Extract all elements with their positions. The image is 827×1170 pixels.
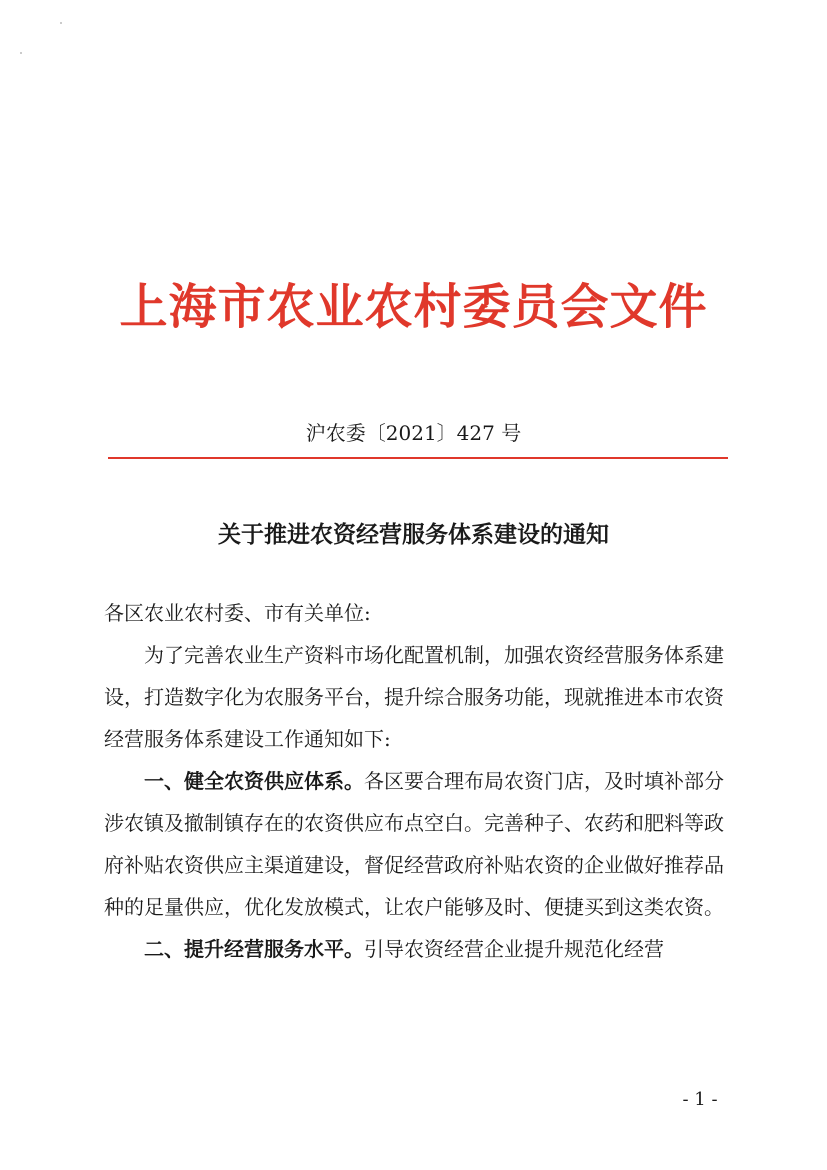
section-text-1: 各区要合理布局农资门店，及时填补部分涉农镇及撤制镇存在的农资供应布点空白。完善种子、农药和肥料等政府补贴农资供应主渠道建设，督促经营政府补贴农资的企业做好推荐品种的足量供应，优化发放模式，让农户能够及时、便捷买到这类农资。 — [104, 769, 724, 919]
section-heading-1: 一、健全农资供应体系。 — [144, 769, 364, 793]
intro-paragraph: 为了完善农业生产资料市场化配置机制，加强农资经营服务体系建设，打造数字化为农服务平台，提升综合服务功能，现就推进本市农资经营服务体系建设工作通知如下: — [104, 643, 724, 751]
masthead-title: 上海市农业农村委员会文件 — [119, 279, 708, 335]
section-heading-2: 二、提升经营服务水平。 — [144, 937, 364, 961]
red-divider-line — [108, 457, 728, 459]
section-paragraph-2 — [104, 928, 724, 970]
section-paragraph-1 — [104, 760, 724, 928]
scan-speck — [20, 52, 22, 54]
scan-speck — [60, 22, 62, 24]
section-text-2: 引导农资经营企业提升规范化经营 — [364, 937, 664, 961]
salutation: 各区农业农村委、市有关单位: — [104, 601, 371, 625]
document-number: 沪农委〔2021〕427 号 — [305, 421, 522, 445]
document-title: 关于推进农资经营服务体系建设的通知 — [218, 521, 609, 548]
page-number: - 1 - — [682, 1089, 718, 1110]
document-body — [104, 592, 724, 970]
